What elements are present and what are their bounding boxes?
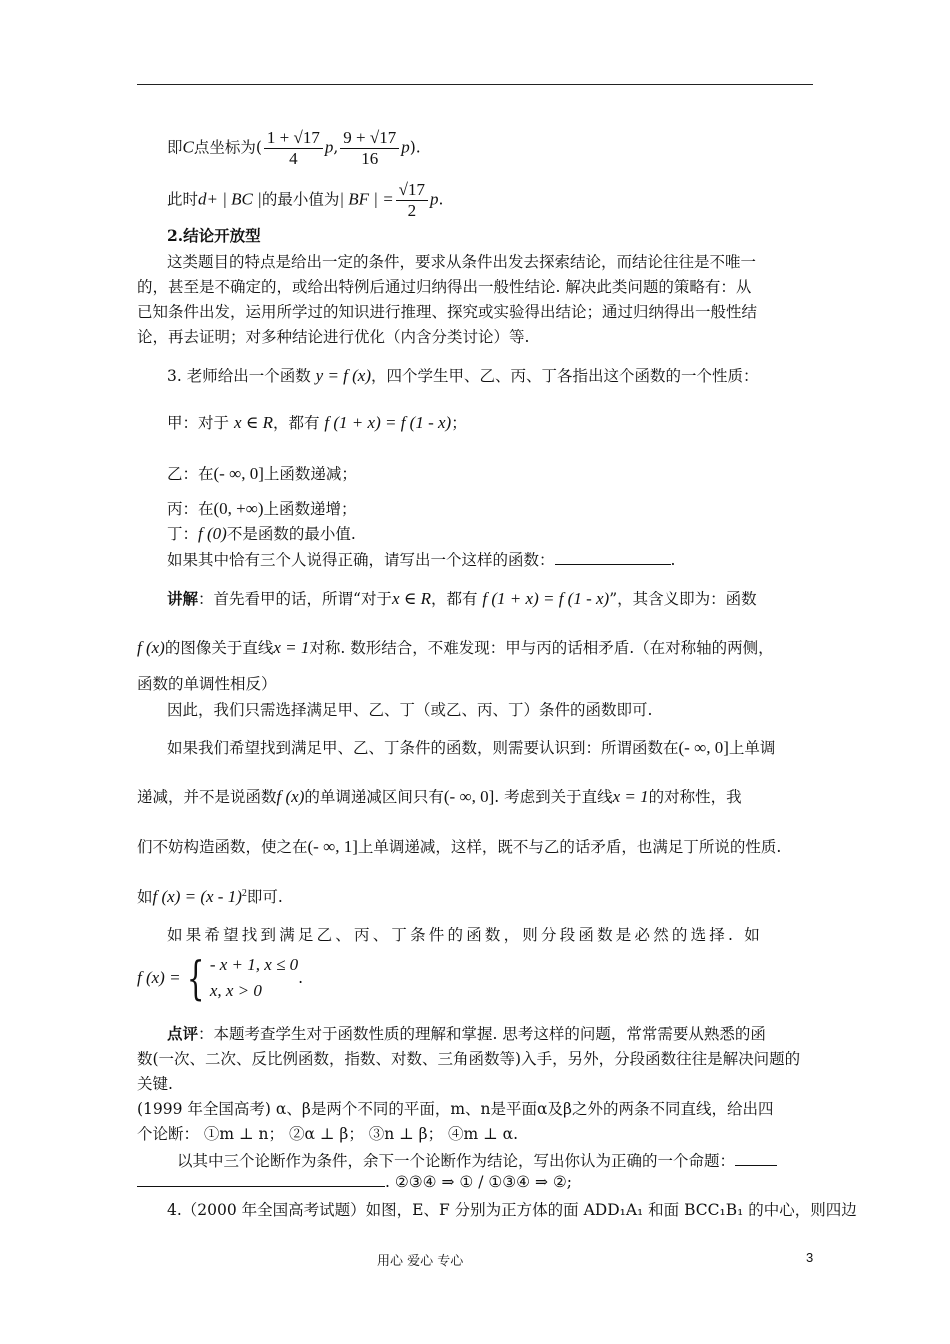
paragraph-line: 这类题目的特点是给出一定的条件，要求从条件出发去探索结论，而结论往往是不唯一 xyxy=(167,253,757,271)
math-expr: f (x) = (x - 1) xyxy=(152,887,242,907)
text: 如 xyxy=(137,888,153,907)
piecewise-cases xyxy=(210,952,298,1004)
fraction-denominator: 16 xyxy=(361,149,379,168)
comment-line: 关键. xyxy=(137,1075,173,1093)
paragraph-line: 的，甚至是不确定的，或给出特例后通过归纳得出一般性结论. 解决此类问题的策略有：从 xyxy=(137,278,752,296)
text: (1999 年全国高考) xyxy=(137,1100,271,1118)
text: . 考虑到关于直线 xyxy=(494,788,613,806)
text: 不是函数的最小值. xyxy=(226,525,356,543)
brace-icon: { xyxy=(186,951,204,1005)
fraction-2 xyxy=(340,128,399,169)
fraction-denominator: 4 xyxy=(289,149,298,168)
text: 的对称性，我 xyxy=(648,788,742,806)
text: 丙：在 xyxy=(167,500,214,518)
statement-yi xyxy=(167,464,813,484)
question-4: 4.（2000 年全国高考试题）如图，E、F 分别为正方体的面 ADD₁A₁ 和面 BCC₁B₁ 的中心，则四边 xyxy=(167,1201,857,1219)
fraction-denominator: 2 xyxy=(407,201,417,220)
text: , xyxy=(333,138,339,157)
math-expr: f (x) xyxy=(137,638,165,657)
fraction-numerator: √17 xyxy=(396,180,428,201)
explanation-line: 因此，我们只需选择满足甲、乙、丁（或乙、丙、丁）条件的函数即可. xyxy=(167,701,653,719)
text: 上函数递增； xyxy=(263,500,357,518)
fraction-numerator: 9 + √17 xyxy=(340,128,399,149)
text: ”，其含义即为：函数 xyxy=(609,590,757,608)
statement-jia xyxy=(167,413,813,433)
answer-blank xyxy=(555,550,671,565)
text: 的单调递减区间只有 xyxy=(304,788,444,806)
paragraph-line: 已知条件出发，运用所学过的知识进行推理、探究或实验得出结论；通过归纳得出一般性结 xyxy=(137,303,758,321)
exponent: 2 xyxy=(241,888,247,899)
text: 即可. xyxy=(246,888,283,907)
problem-1999 xyxy=(177,1151,813,1171)
math-expr: d+ | BC | xyxy=(198,189,262,209)
text: . xyxy=(298,969,304,987)
label-explanation: 讲解 xyxy=(167,589,199,608)
explanation-line xyxy=(137,787,813,807)
text: ； xyxy=(451,414,467,432)
footer-text: 用心 爱心 专心 xyxy=(377,1254,464,1269)
explanation-line xyxy=(137,638,813,658)
text: ，都有 xyxy=(430,590,478,608)
var-p: p xyxy=(324,137,334,157)
math-expr: (- ∞, 1] xyxy=(307,837,358,856)
math-expr: (- ∞, 0] xyxy=(678,738,729,757)
text: . ②③④ ⇒ ① / ①③④ ⇒ ②; xyxy=(385,1173,572,1191)
text: 丁： xyxy=(167,525,199,543)
explanation-line: 函数的单调性相反） xyxy=(137,675,277,693)
problem-1999: 个论断： ①m ⊥ n； ②α ⊥ β； ③n ⊥ β； ④m ⊥ α. xyxy=(137,1125,519,1143)
explanation-line xyxy=(167,738,813,758)
text: . xyxy=(438,190,444,209)
math-expr: f (1 + x) = f (1 - x) xyxy=(482,589,610,608)
paragraph-line: 论，再去证明；对多种结论进行优化（内含分类讨论）等. xyxy=(137,328,530,346)
math-expr: (- ∞, 0] xyxy=(443,787,495,806)
fraction-3 xyxy=(396,180,428,221)
answer-blank xyxy=(137,1172,385,1187)
statement-ding xyxy=(167,524,813,544)
text: ). xyxy=(409,138,421,157)
fraction-numerator: 1 + √17 xyxy=(264,128,323,149)
text: . xyxy=(670,551,676,569)
case-2: x, x > 0 xyxy=(209,981,262,1000)
statement-bing xyxy=(167,499,813,519)
math-expr: (0, +∞) xyxy=(213,499,264,518)
comment-line xyxy=(167,1024,813,1044)
text: 如果其中恰有三个人说得正确，请写出一个这样的函数： xyxy=(167,551,555,569)
math-expr: y = f (x) xyxy=(315,366,372,385)
var-p: p xyxy=(401,137,410,157)
math-expr: x ∈ R xyxy=(391,589,431,608)
explanation-line xyxy=(137,884,813,907)
var-c: C xyxy=(182,137,194,157)
c-coordinate-line xyxy=(167,128,813,169)
answer-blank xyxy=(735,1151,777,1166)
explanation-line: 如果希望找到满足乙、丙、丁条件的函数，则分段函数是必然的选择. 如 xyxy=(167,926,763,944)
text: ，四个学生甲、乙、丙、丁各指出这个函数的一个性质： xyxy=(371,367,759,385)
explanation-line xyxy=(137,837,813,857)
math-expr: f (1 + x) = f (1 - x) xyxy=(324,413,452,432)
text: 的最小值为 xyxy=(261,190,340,209)
text: α、β是两个不同的平面，m、n是平面α及β之外的两条不同直线，给出四 xyxy=(275,1100,774,1118)
section-title: 2.结论开放型 xyxy=(167,226,261,245)
text: 上单调递减，这样，既不与乙的话矛盾，也满足丁所说的性质. xyxy=(357,838,782,856)
math-expr: f (0) xyxy=(198,524,227,543)
math-expr: f (x) = xyxy=(137,968,181,987)
text: 即 xyxy=(167,138,183,157)
label-comment: 点评 xyxy=(167,1024,199,1043)
text: 们不妨构造函数，使之在 xyxy=(137,838,308,856)
page-number: 3 xyxy=(806,1250,814,1265)
text: 上函数递减； xyxy=(263,465,357,483)
header-rule xyxy=(137,84,813,85)
text: ：本题考查学生对于函数性质的理解和掌握. 思考这样的问题，常常需要从熟悉的函 xyxy=(198,1025,766,1043)
text: 以其中三个论断作为条件，余下一个论断作为结论，写出你认为正确的一个命题： xyxy=(177,1152,736,1170)
text: 上单调 xyxy=(728,739,776,757)
text: 此时 xyxy=(167,190,199,209)
case-1: - x + 1, x ≤ 0 xyxy=(209,955,299,974)
text: 的图像关于直线 xyxy=(164,639,274,657)
text: ：首先看甲的话，所谓“对于 xyxy=(198,590,392,608)
text: 如果我们希望找到满足甲、乙、丁条件的函数，则需要认识到：所谓函数在 xyxy=(167,739,679,757)
min-value-line xyxy=(167,180,813,221)
math-expr: x = 1 xyxy=(273,638,310,657)
text: 对称. 数形结合，不难发现：甲与丙的话相矛盾.（在对称轴的两侧， xyxy=(309,639,774,657)
math-expr: (- ∞, 0] xyxy=(213,464,264,483)
explanation-line xyxy=(167,589,813,609)
text: 甲：对于 xyxy=(167,414,230,432)
var-p: p xyxy=(430,189,439,209)
text: 递减，并不是说函数 xyxy=(137,788,277,806)
problem-1999 xyxy=(137,1172,813,1192)
piecewise-function xyxy=(137,952,813,1012)
math-expr: x = 1 xyxy=(612,787,649,806)
problem-1999 xyxy=(137,1099,813,1119)
math-expr: x ∈ R xyxy=(233,413,273,432)
math-expr: f (x) xyxy=(276,787,305,806)
question-ask xyxy=(167,550,813,570)
fraction-1 xyxy=(264,128,323,169)
math-expr: | BF | = xyxy=(339,189,394,209)
question-3 xyxy=(167,366,813,386)
text: 乙：在 xyxy=(167,465,214,483)
text: 点坐标为( xyxy=(193,138,262,157)
text: 3. 老师给出一个函数 xyxy=(167,367,311,385)
comment-line: 数(一次、二次、反比例函数，指数、对数、三角函数等)入手，另外，分段函数往往是解决问题的 xyxy=(137,1050,801,1068)
text: ，都有 xyxy=(272,414,320,432)
